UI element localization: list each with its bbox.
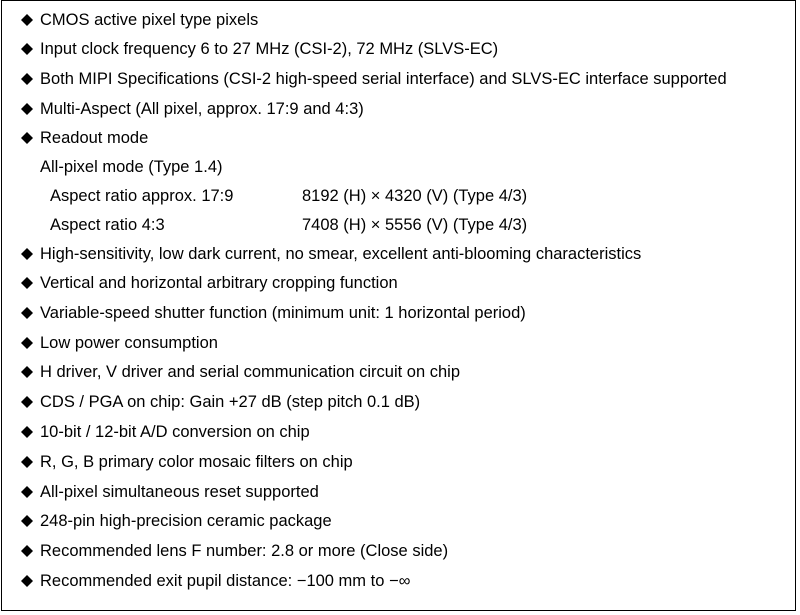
diamond-bullet-icon [21, 396, 33, 408]
diamond-bullet-icon [21, 73, 33, 85]
readout-row-value: 7408 (H) × 5556 (V) (Type 4/3) [302, 216, 528, 234]
diamond-bullet-icon [21, 337, 33, 349]
diamond-bullet-icon [21, 515, 33, 527]
spec-frame [1, 0, 796, 611]
feature-text: H driver, V driver and serial communication circuit on chip [40, 363, 461, 381]
feature-text: R, G, B primary color mosaic filters on chip [40, 453, 353, 471]
feature-text: Variable-speed shutter function (minimum unit: 1 horizontal period) [40, 304, 526, 322]
feature-text: Readout mode [40, 129, 149, 147]
feature-text: Recommended exit pupil distance: −100 mm to −∞ [40, 572, 411, 590]
diamond-bullet-icon [21, 103, 33, 115]
diamond-bullet-icon [21, 277, 33, 289]
readout-row-label: Aspect ratio approx. 17:9 [50, 187, 234, 205]
feature-text: All-pixel simultaneous reset supported [40, 483, 319, 501]
feature-text: Low power consumption [40, 334, 218, 352]
diamond-bullet-icon [21, 307, 33, 319]
diamond-bullet-icon [21, 366, 33, 378]
feature-text: 10-bit / 12-bit A/D conversion on chip [40, 423, 310, 441]
diamond-bullet-icon [21, 575, 33, 587]
diamond-bullet-icon [21, 248, 33, 260]
feature-text: Both MIPI Specifications (CSI-2 high-speed serial interface) and SLVS-EC interface supported [40, 70, 727, 88]
diamond-bullet-icon [21, 43, 33, 55]
diamond-bullet-icon [21, 486, 33, 498]
diamond-bullet-icon [21, 14, 33, 26]
readout-row-label: Aspect ratio 4:3 [50, 216, 165, 234]
feature-text: Multi-Aspect (All pixel, approx. 17:9 and 4:3) [40, 100, 364, 118]
readout-row-value: 8192 (H) × 4320 (V) (Type 4/3) [302, 187, 528, 205]
feature-text: 248-pin high-precision ceramic package [40, 512, 332, 530]
readout-mode-text: All-pixel mode (Type 1.4) [40, 158, 223, 176]
feature-text: Input clock frequency 6 to 27 MHz (CSI-2), 72 MHz (SLVS-EC) [40, 40, 499, 58]
feature-text: CDS / PGA on chip: Gain +27 dB (step pitch 0.1 dB) [40, 393, 421, 411]
feature-text: CMOS active pixel type pixels [40, 11, 259, 29]
diamond-bullet-icon [21, 456, 33, 468]
feature-text: Vertical and horizontal arbitrary cropping function [40, 274, 398, 292]
feature-text: High-sensitivity, low dark current, no smear, excellent anti-blooming characteristics [40, 245, 642, 263]
diamond-bullet-icon [21, 426, 33, 438]
diamond-bullet-icon [21, 545, 33, 557]
feature-text: Recommended lens F number: 2.8 or more (Close side) [40, 542, 449, 560]
diamond-bullet-icon [21, 132, 33, 144]
